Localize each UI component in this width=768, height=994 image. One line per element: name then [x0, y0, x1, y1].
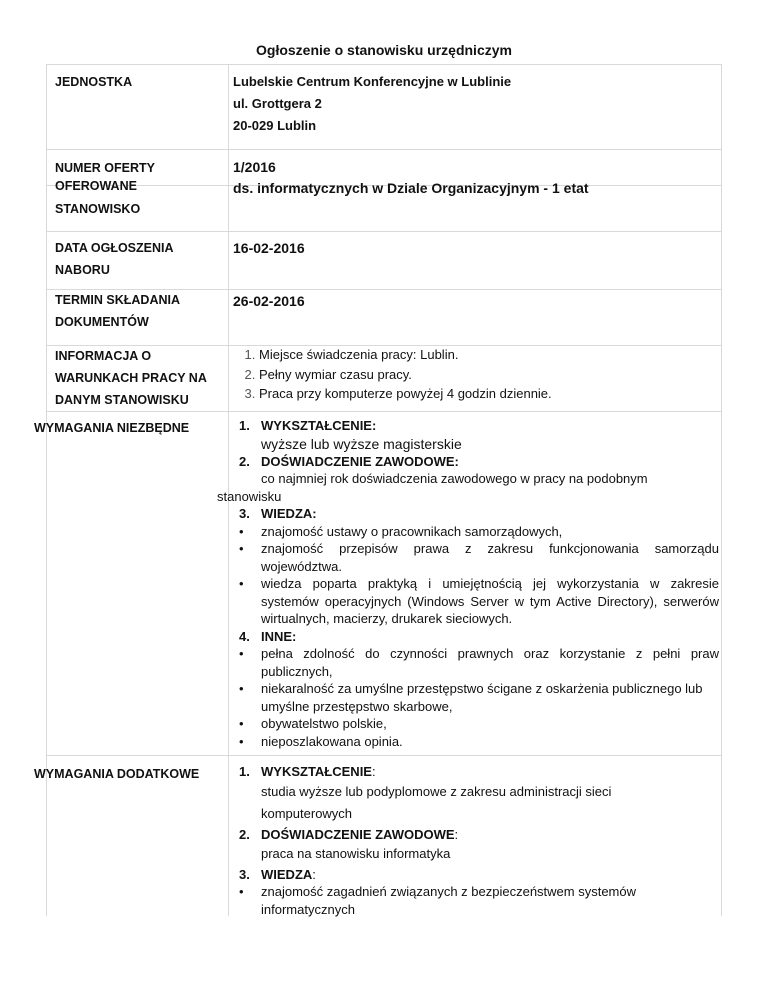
value-termin: 26-02-2016 [233, 293, 305, 309]
list-item: • pełna zdolność do czynności prawnych oraz korzystanie z pełni praw publicznych, [239, 646, 719, 679]
value-warunki [233, 345, 719, 404]
row-divider [47, 411, 721, 412]
value-stanowisko: ds. informatycznych w Dziale Organizacyjnym - 1 etat [233, 180, 589, 196]
warunki-list [233, 345, 719, 404]
list-item: • znajomość zagadnień związanych z bezpieczeństwem systemów informatycznych [239, 884, 637, 917]
value-wymagania-niezbedne [217, 417, 719, 750]
dodatkowe-text-2: praca na stanowisku informatyka [261, 846, 451, 861]
list-item: 3. Praca przy komputerze powyżej 4 godzin dziennie. [259, 384, 719, 404]
jednostka-line-2: ul. Grottgera 2 [233, 96, 322, 111]
row-divider [47, 149, 721, 150]
list-item: 2. Pełny wymiar czasu pracy. [259, 365, 719, 385]
niezbedne-heading-3: 3. WIEDZA: [239, 506, 317, 521]
niezbedne-heading-4: 4. INNE: [239, 628, 297, 644]
jednostka-line-3: 20-029 Lublin [233, 118, 317, 133]
offer-table [34, 64, 722, 917]
list-item: • znajomość ustawy o pracownikach samorządowych, [239, 523, 563, 539]
dodatkowe-text-1b: komputerowych [261, 806, 353, 821]
value-numer-oferty: 1/2016 [233, 159, 276, 175]
list-item: • nieposzlakowana opinia. [239, 733, 403, 749]
niezbedne-text-2b: stanowisku [217, 488, 282, 504]
jednostka-line-1: Lubelskie Centrum Konferencyjne w Lublinie [233, 74, 512, 89]
niezbedne-text-2a: co najmniej rok doświadczenia zawodowego w pracy na podobnym [261, 471, 648, 486]
value-wymagania-dodatkowe [217, 763, 719, 918]
list-item: • niekaralność za umyślne przestępstwo ścigane z oskarżenia publicznego lub umyślne przestępstwo skarbowe, [239, 681, 703, 714]
row-divider [47, 755, 721, 756]
label-wymagania-niezbedne: WYMAGANIA NIEZBĘDNE [34, 421, 190, 435]
label-wymagania-dodatkowe: WYMAGANIA DODATKOWE [34, 767, 200, 781]
value-data-ogloszenia: 16-02-2016 [233, 240, 305, 256]
label-termin: TERMIN SKŁADANIA DOKUMENTÓW [55, 293, 180, 329]
page-title: Ogłoszenie o stanowisku urzędniczym [256, 42, 512, 58]
list-item: 1. Miejsce świadczenia pracy: Lublin. [259, 345, 719, 365]
dodatkowe-heading-1: 1. WYKSZTAŁCENIE : [239, 764, 376, 779]
label-warunki: INFORMACJA O WARUNKACH PRACY NA DANYM STANOWISKU [55, 349, 207, 407]
row-divider [47, 231, 721, 232]
dodatkowe-heading-2: 2. DOŚWIADCZENIE ZAWODOWE : [239, 826, 459, 842]
value-jednostka [233, 71, 719, 137]
dodatkowe-text-1a: studia wyższe lub podyplomowe z zakresu administracji sieci [261, 783, 612, 799]
niezbedne-heading-1: 1. WYKSZTAŁCENIE: [239, 418, 377, 433]
label-jednostka: JEDNOSTKA [55, 75, 133, 89]
label-stanowisko-text: OFEROWANE STANOWISKO [55, 179, 141, 216]
list-item: • wiedza poparta praktyką i umiejętnością jej wykorzystania w zakresie systemów operacyjnych (Windows Server w tym Active Directory), serwerów wirtualnych, macierzy, drukarek sieciowych. [239, 576, 719, 626]
niezbedne-text-1: wyższe lub wyższe magisterskie [261, 435, 462, 452]
dodatkowe-heading-3: 3. WIEDZA : [239, 866, 316, 882]
list-item: • obywatelstwo polskie, [239, 716, 387, 731]
label-numer-oferty: NUMER OFERTY [55, 161, 155, 175]
list-item: • znajomość przepisów prawa z zakresu funkcjonowania samorządu województwa. [239, 541, 719, 574]
niezbedne-heading-2: 2. DOŚWIADCZENIE ZAWODOWE: [239, 453, 459, 469]
label-data-ogloszenia: DATA OGŁOSZENIA NABORU [55, 241, 174, 277]
